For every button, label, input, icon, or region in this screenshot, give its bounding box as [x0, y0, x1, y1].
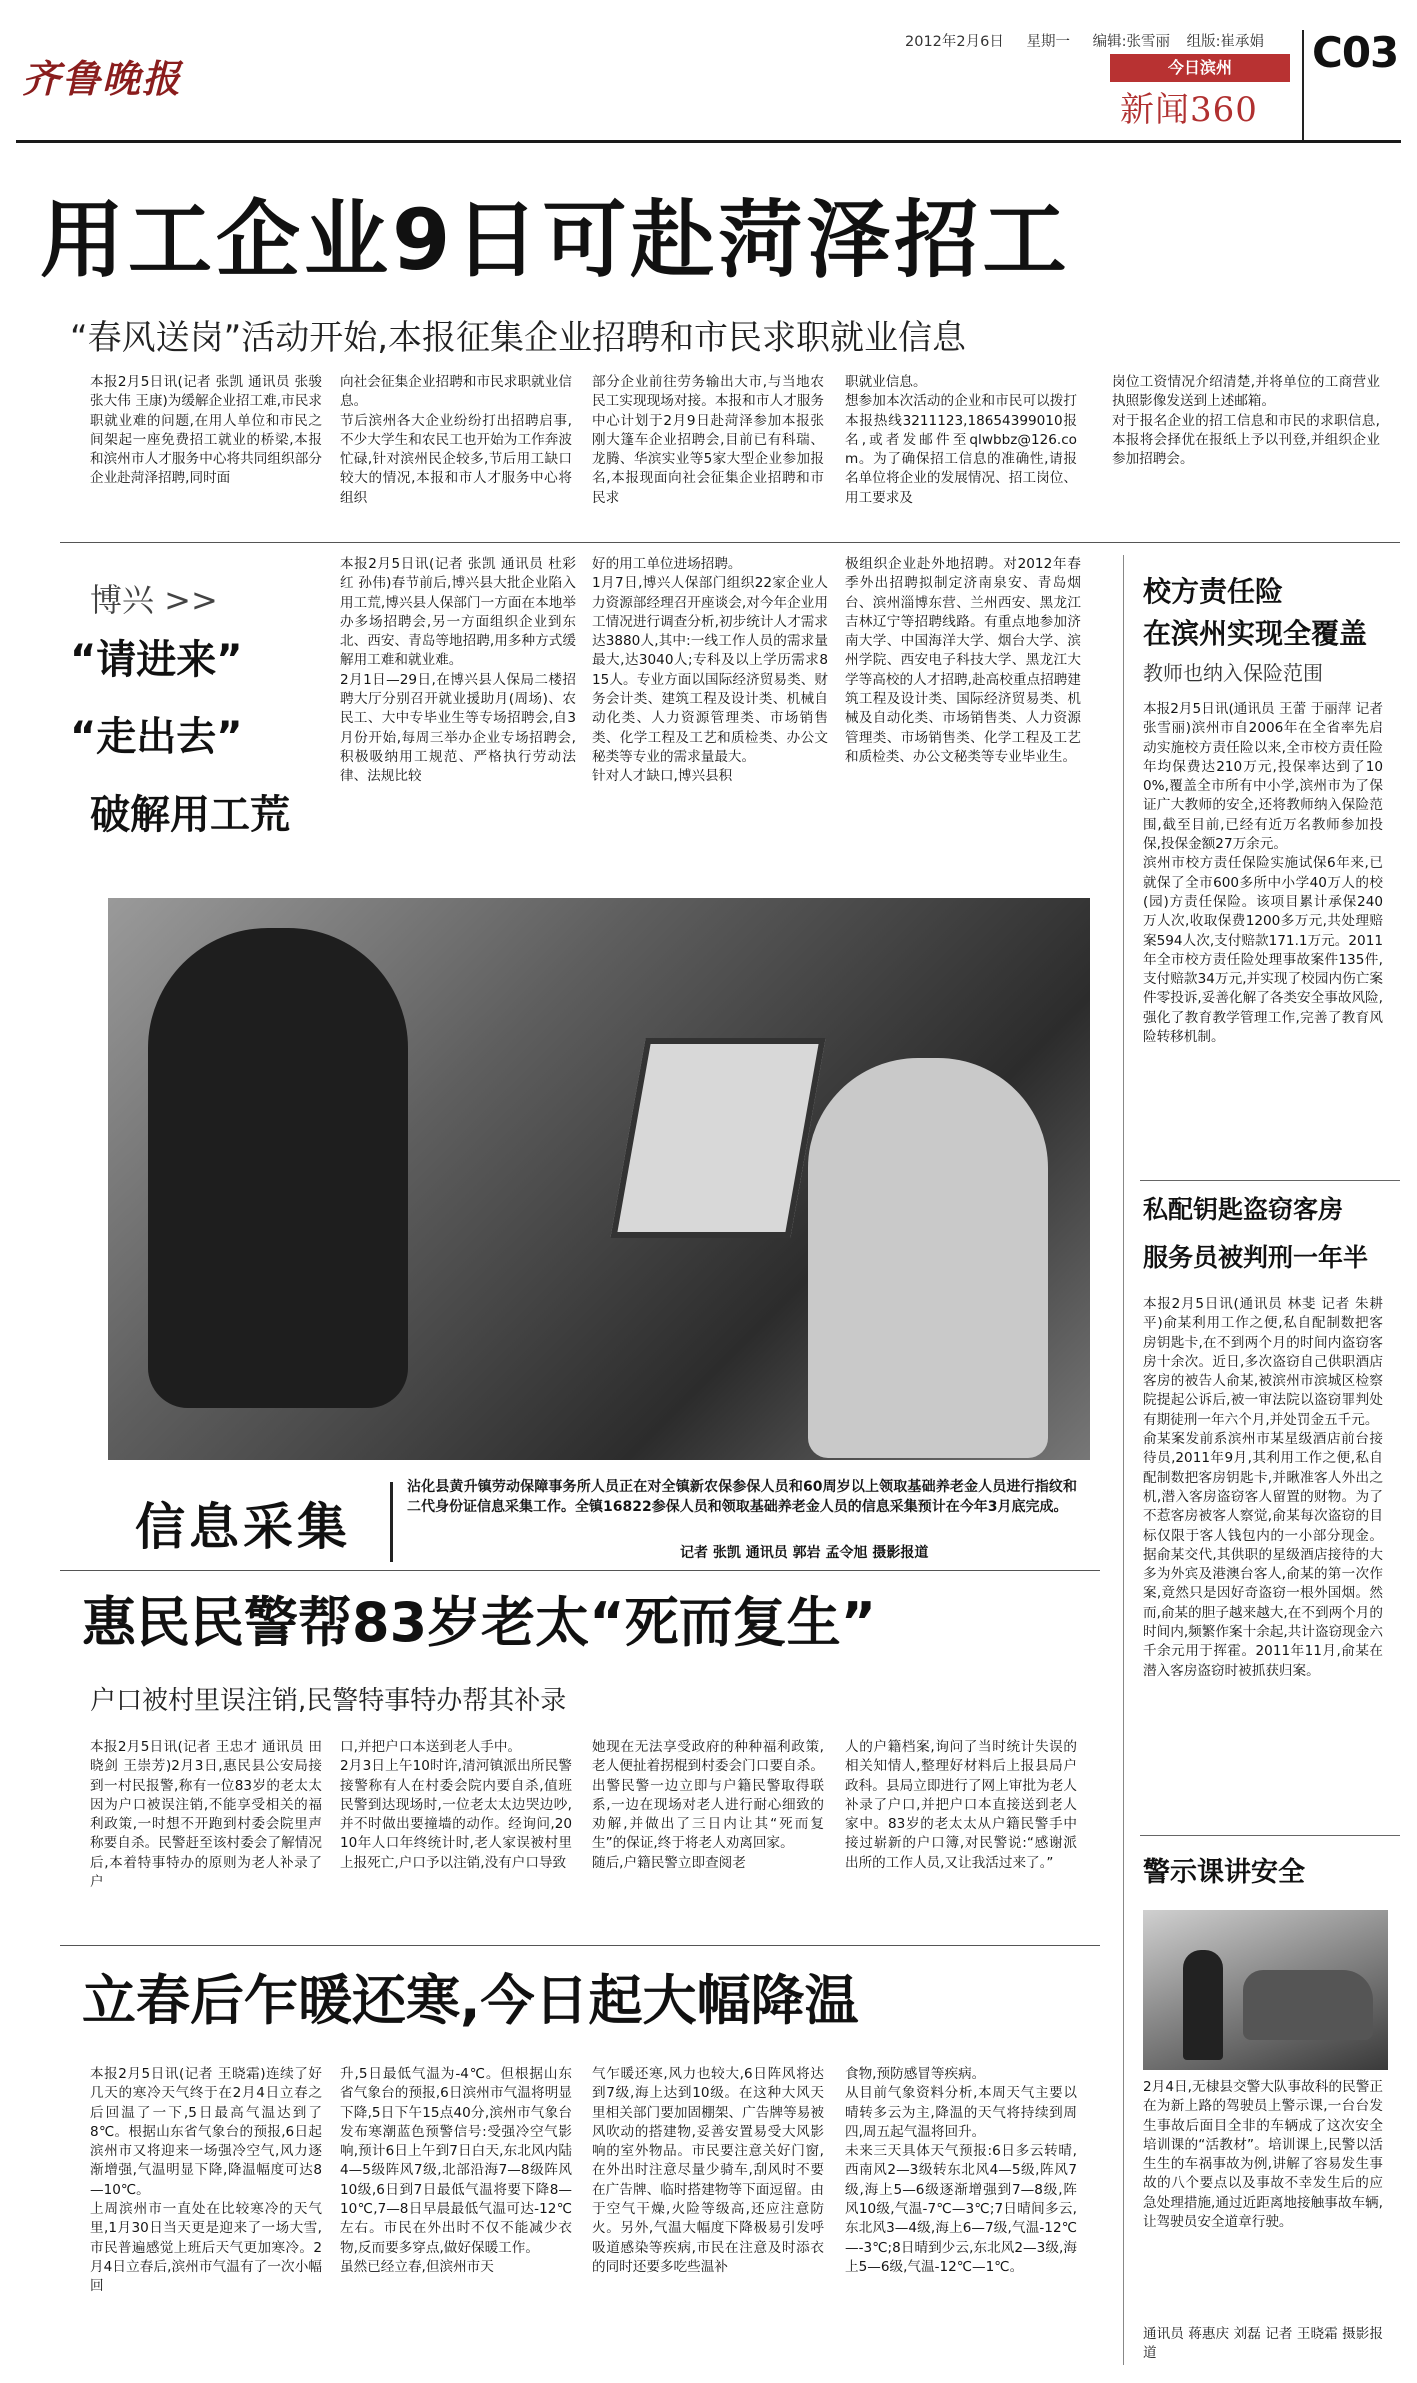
- sidebar-story-3-text: 2月4日,无棣县交警大队事故科的民警正在为新上路的驾驶员上警示课,一台台发生事故后面目全非的车辆成了这次安全培训课的“活教材”。培训课上,民警以活生生的车祸事故为例,讲解了容易发生事故的八个要点以及事故不幸发生后的应急处理措施,通过近距离地接触事故车辆,让驾驶员安全道章行驶。: [1143, 2079, 1383, 2231]
- lead-subhead: “春风送岗”活动开始,本报征集企业招聘和市民求职就业信息: [70, 318, 967, 358]
- photo-person-left: [148, 928, 408, 1408]
- lead-column-5: 岗位工资情况介绍清楚,并将单位的工商营业执照影像发送到上述邮箱。 对于报名企业的招工信息和市民的求职信息,本报将会择优在报纸上予以刊登,并组织企业参加招聘会。: [1112, 374, 1380, 468]
- police-bottom-rule: [60, 1945, 1100, 1946]
- sidebar-story-3-credit: 通讯员 蒋惠庆 刘磊 记者 王晓霜 摄影报道: [1143, 2326, 1383, 2362]
- police-subhead: 户口被村里误注销,民警特事特办帮其补录: [90, 1686, 567, 1716]
- traffic-safety-photo: [1143, 1910, 1388, 2070]
- issue-date: 2012年2月6日: [905, 34, 1004, 50]
- sidebar-story-2-title-1: 私配钥匙盗窃客房: [1143, 1195, 1344, 1224]
- masthead-rule: [16, 140, 1401, 143]
- sidebar-divider: [1123, 555, 1124, 2365]
- caption-text: 沾化县黄升镇劳动保障事务所人员正在对全镇新农保参保人员和60周岁以上领取基础养老金人员进行指纹和二代身份证信息采集工作。全镇16822参保人员和领取基础养老金人员的信息采集预计在今年3月底完成。: [407, 1479, 1077, 1515]
- layout-credit: 组版:崔承娟: [1186, 34, 1264, 50]
- caption-bottom-rule: [60, 1570, 1100, 1571]
- info-collection-photo: [108, 898, 1090, 1460]
- caption-title: 信息采集: [135, 1498, 351, 1556]
- police-column-3: 她现在无法享受政府的种种福利政策,老人便扯着拐棍到村委会门口要自杀。出警民警一边立即与户籍民警取得联系,一边在现场对老人进行耐心细致的劝解,并做出了三日内让其“死而复生”的保证,终于将老人劝离回家。 随后,户籍民警立即查阅老: [592, 1739, 824, 1871]
- caption-divider: [390, 1482, 393, 1562]
- lead-bottom-rule: [60, 542, 1400, 543]
- newspaper-logo: 齐鲁晚报: [22, 56, 183, 101]
- issue-weekday: 星期一: [1026, 34, 1070, 50]
- sidebar-story-1-text: 本报2月5日讯(通讯员 王蕾 于丽萍 记者 张雪丽)滨州市自2006年在全省率先启动实施校方责任险以来,全市校方责任险年均保费达210万元,投保率达到了100%,覆盖全市所有中小学,滨州市为了保证广大教师的安全,还将教师纳入保险范围,截至目前,已经有近万名教师参加投保,投保金额27万余元。 滨州市校方责任保险实施试保6年来,已就保了全市600多所中小学40万人的校(园)方责任保险。该项目累计承保240万人次,收取保费1200多万元,共处理赔案594人次,支付赔款171.1万元。2011年全市校方责任险处理事故案件135件,支付赔款34万元,并实现了校园内伤亡案件零投诉,妥善化解了各类安全事故风险,强化了教育教学管理工作,完善了教育风险转移机制。: [1143, 701, 1383, 1046]
- boxing-headline-1: “请进来”: [70, 637, 243, 683]
- caption-credit: 记者 张凯 通讯员 郭岩 孟令旭 摄影报道: [680, 1545, 929, 1561]
- weather-column-1: 本报2月5日讯(记者 王晓霜)连续了好几天的寒冷天气终于在2月4日立春之后回温了一下,5日最高气温达到了8℃。根据山东省气象台的预报,6日起滨州市又将迎来一场强冷空气,风力逐渐增强,气温明显下降,降温幅度可达8—10℃。 上周滨州市一直处在比较寒冷的天气里,1月30日当天更是迎来了一场大雪,市民普遍感觉上班后天气更加寒冷。2月4日立春后,滨州市气温有了一次小幅回: [90, 2066, 322, 2295]
- photo-car-shape: [1243, 1970, 1373, 2040]
- lead-column-2: 向社会征集企业招聘和市民求职就业信息。 节后滨州各大企业纷纷打出招聘启事,不少大学生和农民工也开始为工作奔波忙碌,针对滨州民企较多,节后用工缺口较大的情况,本报和市人才服务中心将组织: [340, 374, 572, 506]
- boxing-column-3: 极组织企业赴外地招聘。对2012年春季外出招聘拟制定济南泉安、青岛烟台、滨州淄博东营、兰州西安、黑龙江吉林辽宁等招聘线路。有重点地参加济南大学、中国海洋大学、烟台大学、滨州学院、西安电子科技大学、黑龙江大学等高校的人才招聘,赴高校重点招聘建筑工程及设计类、国际经济贸易类、机械及自动化类、市场销售类、人力资源管理类、市场销售类、化学工程及工艺和质检类、办公文秘类等专业毕业生。: [845, 556, 1081, 765]
- lead-column-1: 本报2月5日讯(记者 张凯 通讯员 张骏 张大伟 王康)为缓解企业招工难,市民求职就业难的问题,在用人单位和市民之间架起一座免费招工就业的桥梁,本报和滨州市人才服务中心将共同组织部分企业赴菏泽招聘,同时面: [90, 374, 327, 487]
- weather-column-2: 升,5日最低气温为-4℃。但根据山东省气象台的预报,6日滨州市气温将明显下降,5日下午15点40分,滨州市气象台发布寒潮蓝色预警信号:受强冷空气影响,预计6日上午到7日白天,东北风内陆4—5级阵风7级,北部沿海7—8级阵风10级,6日到7日最低气温将要下降8—10℃,7—8日早晨最低气温可达-12℃左右。市民在外出时不仅不能减少衣物,反而要多穿点,做好保暖工作。 虽然已经立春,但滨州市天: [340, 2066, 572, 2275]
- issue-info: [905, 30, 1264, 51]
- page-number-divider: [1302, 30, 1304, 140]
- boxing-headline-3: 破解用工荒: [90, 792, 290, 838]
- lead-column-4: 职就业信息。 想参加本次活动的企业和市民可以拨打本报热线3211123,18654399010报名,或者发邮件至qlwbbz@126.com。为了确保招工信息的准确性,请报名单位将企业的发展情况、招工岗位、用工要求及: [845, 374, 1077, 506]
- lead-headline: 用工企业9日可赴菏泽招工: [40, 191, 1071, 289]
- boxing-place-tag: 博兴 >>: [90, 581, 218, 619]
- editor-credit: 编辑:张雪丽: [1092, 34, 1170, 50]
- sidebar-rule-2: [1140, 1835, 1400, 1836]
- police-column-2: 口,并把户口本送到老人手中。 2月3日上午10时许,清河镇派出所民警接警称有人在村委会院内要自杀,值班民警到达现场时,一位老太太边哭边吵,并不时做出要撞墙的动作。经询问,2010年人口年终统计时,老人家误被村里上报死亡,户口予以注销,没有户口导致: [340, 1739, 572, 1871]
- page-number: C03: [1312, 28, 1399, 77]
- sidebar-story-1-title-2: 在滨州实现全覆盖: [1143, 617, 1368, 650]
- boxing-column-1: 本报2月5日讯(记者 张凯 通讯员 杜彩红 孙伟)春节前后,博兴县大批企业陷入用工荒,博兴县人保部门一方面在本地举办多场招聘会,另一方面组织企业到东北、西安、青岛等地招聘,用多种方式缓解用工难和就业难。 2月1日—29日,在博兴县人保局二楼招聘大厅分别召开就业援助月(周场)、农民工、大中专毕业生等专场招聘会,自3月份开始,每周三举办企业专场招聘会,积极吸纳用工规范、严格执行劳动法律、法规比较: [340, 556, 576, 785]
- sidebar-story-2-text: 本报2月5日讯(通讯员 林斐 记者 朱耕平)俞某利用工作之便,私自配制数把客房钥匙卡,在不到两个月的时间内盗窃客房十余次。近日,多次盗窃自己供职酒店客房的被告人俞某,被滨州市滨城区检察院提起公诉后,被一审法院以盗窃罪判处有期徒刑一年六个月,并处罚金五千元。 俞某案发前系滨州市某星级酒店前台接待员,2011年9月,其利用工作之便,私自配制数把客房钥匙卡,并瞅准客人外出之机,潜入客房盗窃客人留置的财物。为了不惹客房被客人察觉,俞某每次盗窃的目标仅限于客人钱包内的一小部分现金。据俞某交代,其供职的星级酒店接待的大多为外宾及港澳台客人,俞某的第一次作案,竟然只是因好奇盗窃一根外国烟。然而,俞某的胆子越来越大,在不到两个月的时间内,频繁作案十余起,共计盗窃现金六千余元用于挥霍。2011年11月,俞某在潜入客房盗窃时被抓获归案。: [1143, 1296, 1383, 1679]
- lead-column-3: 部分企业前往劳务输出大市,与当地农民工实现现场对接。本报和市人才服务中心计划于2月9日赴菏泽参加本报张刚大篷车企业招聘会,目前已有科瑞、龙腾、华滨实业等5家大型企业参加报名,本报现面向社会征集企业招聘和市民求: [592, 374, 824, 506]
- police-headline: 惠民民警帮83岁老太“死而复生”: [82, 1591, 877, 1654]
- weather-column-3: 气乍暖还寒,风力也较大,6日阵风将达到7级,海上达到10级。在这种大风天里相关部门要加固棚架、广告牌等易被风吹动的搭建物,妥善安置易受大风影响的室外物品。市民要注意关好门窗,在外出时注意尽量少骑车,刮风时不要在广告牌、临时搭建物等下面逗留。由于空气干燥,火险等级高,还应注意防火。另外,气温大幅度下降极易引发呼吸道感染等疾病,市民在注意及时添衣的同时还要多吃些温补: [592, 2066, 824, 2275]
- boxing-headline-2: “走出去”: [70, 714, 243, 760]
- section-badge: 今日滨州: [1110, 54, 1290, 82]
- sidebar-story-3-title: 警示课讲安全: [1143, 1857, 1305, 1888]
- sidebar-story-1-title-1: 校方责任险: [1143, 575, 1284, 608]
- section-name: 新闻360: [1120, 90, 1258, 130]
- photo-laptop-shape: [610, 1038, 825, 1238]
- photo-officer-shape: [1183, 1950, 1223, 2060]
- police-column-1: 本报2月5日讯(记者 王忠才 通讯员 田晓剑 王崇芳)2月3日,惠民县公安局接到一村民报警,称有一位83岁的老太太因为户口被误注销,不能享受相关的福利政策,一时想不开跑到村委会院里声称要自杀。民警赶至该村委会了解情况后,本着特事特办的原则为老人补录了户: [90, 1739, 322, 1891]
- boxing-column-2: 好的用工单位进场招聘。 1月7日,博兴人保部门组织22家企业人力资源部经理召开座谈会,对今年企业用工情况进行调查分析,初步统计人才需求达3880人,其中:一线工作人员的需求量最大,达3040人;专科及以上学历需求815人。专业方面以国际经济贸易类、财务会计类、建筑工程及设计类、机械自动化类、人力资源管理类、市场销售类、化学工程及工艺和质检类、办公文秘类等专业的需求量最大。 针对人才缺口,博兴县积: [592, 556, 828, 785]
- weather-column-4: 食物,预防感冒等疾病。 从目前气象资料分析,本周天气主要以晴转多云为主,降温的天气将持续到周四,周五起气温将回升。 未来三天具体天气预报:6日多云转晴,西南风2—3级转东北风4—5级,阵风7级,海上5—6级逐渐增强到7—8级,阵风10级,气温-7℃—3℃;7日晴间多云,东北风3—4级,海上6—7级,气温-12℃—-3℃;8日晴到少云,东北风2—3级,海上5—6级,气温-12℃—1℃。: [845, 2066, 1077, 2275]
- sidebar-story-1-subtitle: 教师也纳入保险范围: [1143, 661, 1323, 685]
- police-column-4: 人的户籍档案,询问了当时统计失误的相关知情人,整理好材料后上报县局户政科。县局立即进行了网上审批为老人补录了户口,并把户口本直接送到老人家中。83岁的老太太从户籍民警手中接过崭新的户口簿,对民警说:“感谢派出所的工作人员,又让我活过来了。”: [845, 1739, 1077, 1871]
- photo-person-right: [808, 1058, 1048, 1458]
- sidebar-rule-1: [1140, 1180, 1400, 1181]
- weather-headline: 立春后乍暖还寒,今日起大幅降温: [82, 1969, 859, 2032]
- sidebar-story-2-title-2: 服务员被判刑一年半: [1143, 1243, 1369, 1272]
